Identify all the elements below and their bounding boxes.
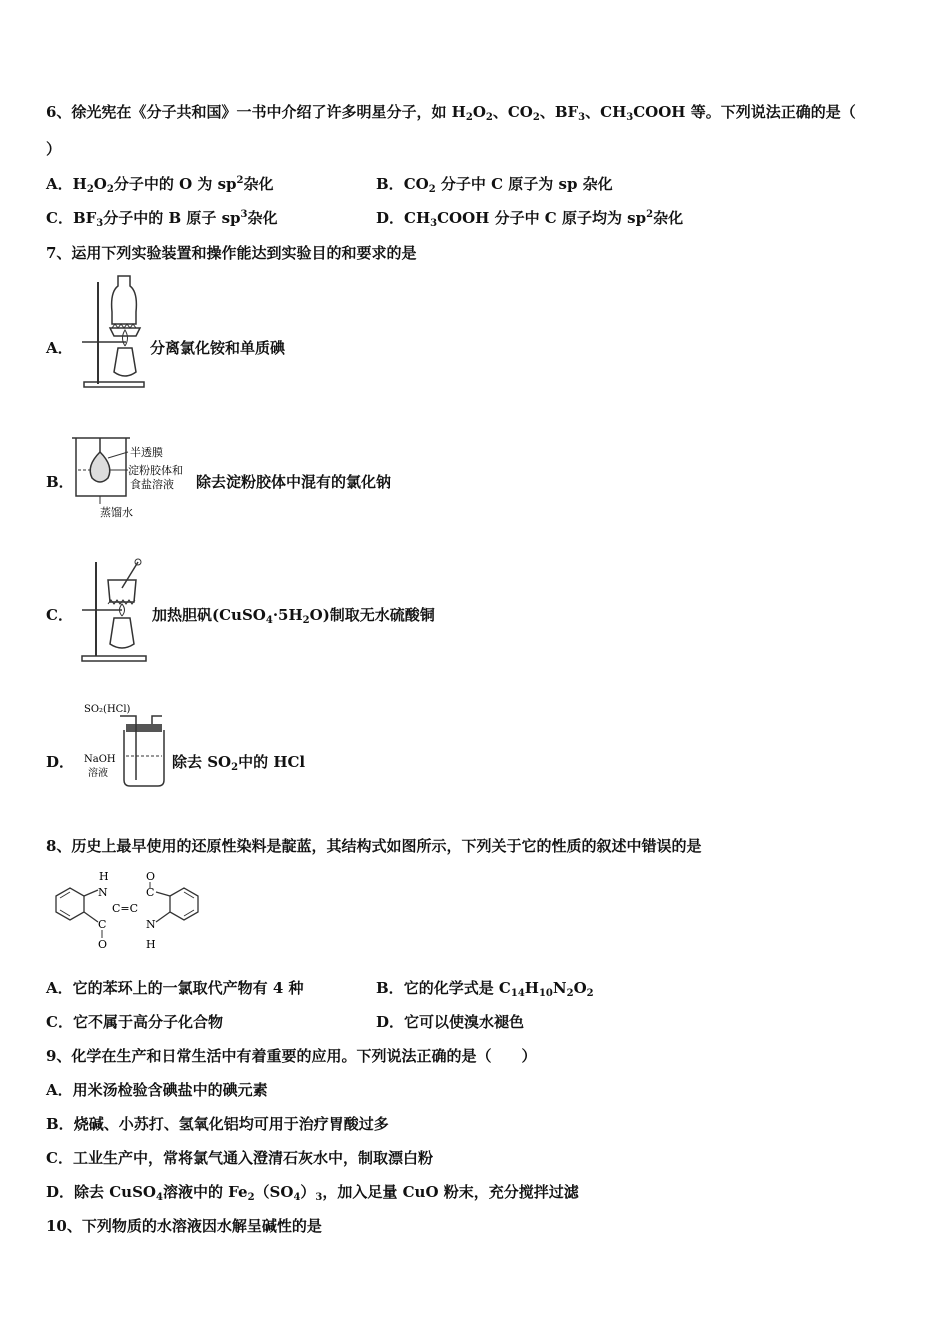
indigo-h-right: H [146, 938, 156, 951]
q9-option-a[interactable]: A．用米汤检验含碘盐中的碘元素 [46, 1081, 268, 1099]
indigo-center-bond: C=C [112, 902, 139, 915]
q6-stem-end: ） [46, 140, 62, 158]
q7-stem: 7、运用下列实验装置和操作能达到实验目的和要求的是 [46, 244, 417, 262]
q9-option-d[interactable]: D．除去 CuSO$_4$溶液中的 $Fe_2(SO_4)_3$，加入足量 CuO 粉末，充分搅拌过滤 [46, 1183, 579, 1203]
gas-label: SO₂(HCl) [84, 704, 131, 715]
q7-option-a-text: 分离氯化铵和单质碘 [150, 339, 286, 357]
q9-stem: 9、化学在生产和日常生活中有着重要的应用。下列说法正确的是（ ） [46, 1047, 537, 1065]
q6-stem: 6、徐光宪在《分子共和国》一书中介绍了许多明星分子，如 $H_2O_2$、$CO_2$、$BF_3$、$CH_3COOH$ 等。下列说法正确的是（ [46, 103, 856, 123]
water-label: 蒸馏水 [100, 506, 133, 519]
q7-option-b-label[interactable]: B． [46, 473, 74, 491]
q7-option-a-label[interactable]: A． [46, 339, 73, 357]
heating-apparatus-figure [78, 556, 150, 666]
q7-option-d-text: 除去 $SO_2$中的 HCl [172, 753, 306, 773]
indigo-structure-figure [46, 866, 216, 958]
indigo-h-left: H [99, 870, 109, 883]
colloid-label-1: 淀粉胶体和 [128, 464, 183, 477]
colloid-label-2: 食盐溶液 [130, 478, 174, 491]
dialysis-apparatus-figure [70, 430, 196, 522]
sublimation-apparatus-figure [78, 272, 150, 394]
q8-stem: 8、历史上最早使用的还原性染料是靛蓝，其结构式如图所示，下列关于它的性质的叙述中错误的是 [46, 837, 702, 855]
membrane-label: 半透膜 [130, 446, 163, 459]
q7-option-c-label[interactable]: C． [46, 606, 73, 624]
q6-option-c[interactable]: C．$BF_3$分子中的 B 原子 $sp^3$杂化 [46, 209, 278, 229]
q10-stem: 10、下列物质的水溶液因水解呈碱性的是 [46, 1217, 322, 1235]
q7-option-d-label[interactable]: D． [46, 753, 75, 771]
q8-option-d[interactable]: D．它可以使溴水褪色 [376, 1013, 525, 1031]
q6-option-a[interactable]: A．$H_2O_2$分子中的 O 为 $sp^2$杂化 [46, 175, 274, 195]
q7-option-c-text: 加热胆矾$(CuSO_4\cdot 5H_2O)$制取无水硫酸铜 [152, 606, 435, 626]
gas-washing-bottle-figure [82, 700, 172, 792]
indigo-o-right: O [146, 870, 156, 883]
solution-label-2: 溶液 [88, 768, 108, 779]
q8-option-a[interactable]: A．它的苯环上的一氯取代产物有 4 种 [46, 979, 304, 997]
q6-option-d[interactable]: D．$CH_3COOH$ 分子中 C 原子均为 $sp^2$杂化 [376, 209, 684, 229]
indigo-o-left: O [98, 938, 108, 951]
q8-option-b[interactable]: B．它的化学式是 $C_{14}H_{10}N_2O_2$ [376, 979, 594, 999]
q9-option-b[interactable]: B．烧碱、小苏打、氢氧化铝均可用于治疗胃酸过多 [46, 1115, 389, 1133]
q8-option-c[interactable]: C．它不属于高分子化合物 [46, 1013, 223, 1031]
indigo-c-right: C [146, 886, 155, 899]
solution-label-1: NaOH [84, 754, 116, 765]
indigo-n-left: N [98, 886, 108, 899]
indigo-n-right: N [146, 918, 156, 931]
q6-option-b[interactable]: B．$CO_2$ 分子中 C 原子为 sp 杂化 [376, 175, 613, 195]
q7-option-b-text: 除去淀粉胶体中混有的氯化钠 [196, 473, 392, 491]
indigo-c-left: C [98, 918, 107, 931]
q9-option-c[interactable]: C．工业生产中，常将氯气通入澄清石灰水中，制取漂白粉 [46, 1149, 433, 1167]
